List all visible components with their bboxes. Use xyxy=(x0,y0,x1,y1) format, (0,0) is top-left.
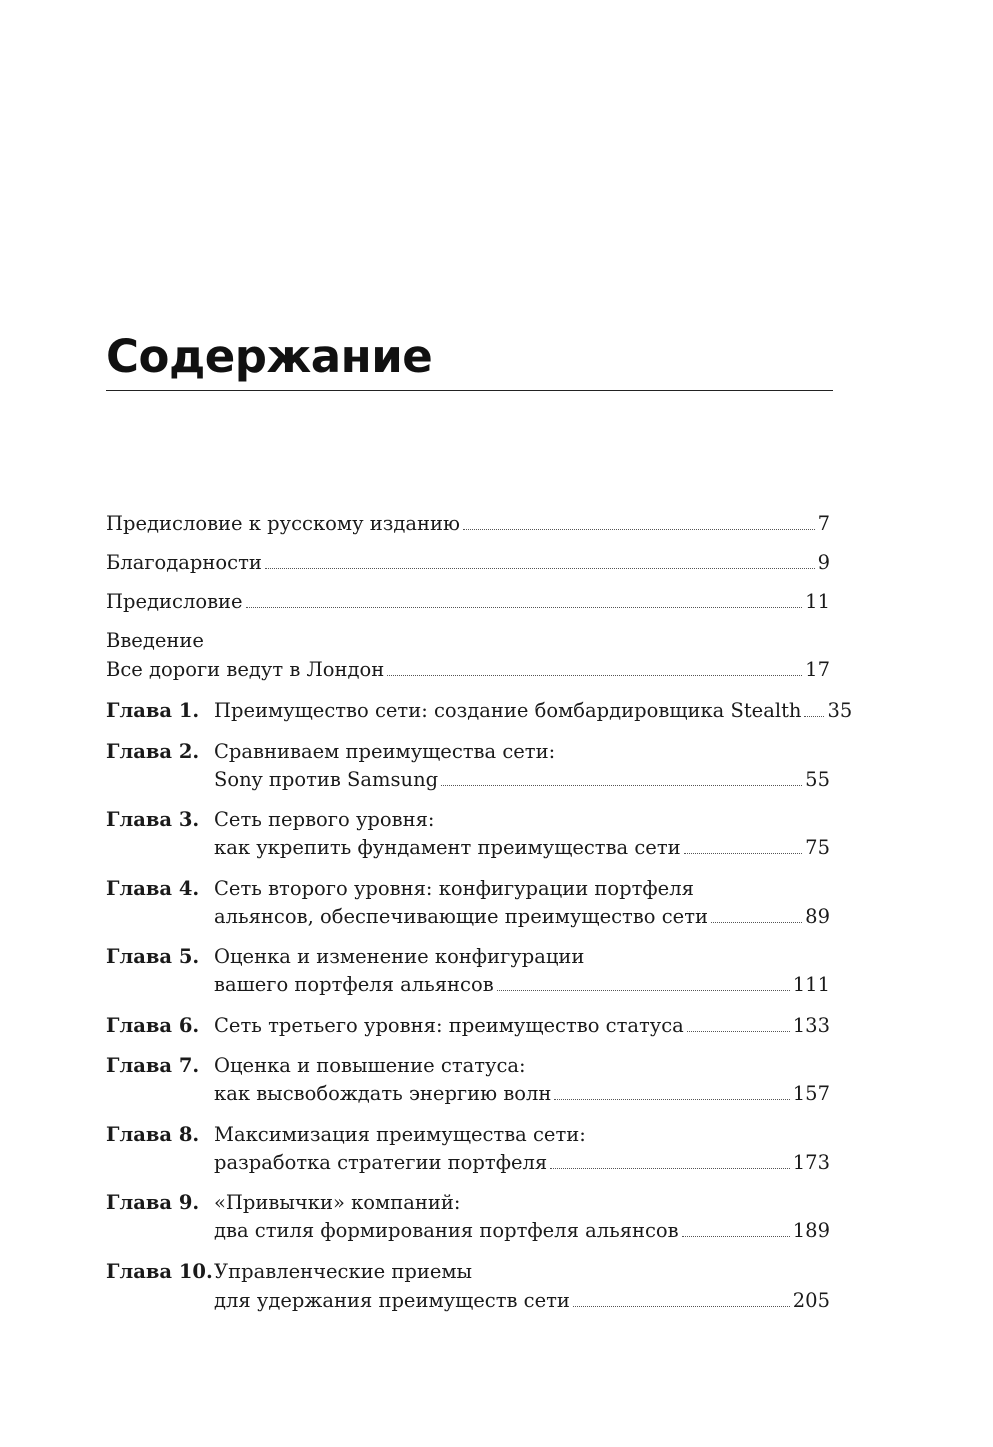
toc-entry-chapter-2[interactable] xyxy=(214,766,830,794)
toc-entry-chapter-10-line1[interactable]: Управленческие приемы xyxy=(214,1260,473,1283)
toc-entry-chapter-7[interactable] xyxy=(214,1080,830,1108)
toc-page-number: 89 xyxy=(805,905,830,928)
toc-entry-chapter-9-line1[interactable]: «Привычки» компаний: xyxy=(214,1191,461,1214)
toc-entry-text: два стиля формирования портфеля альянсов xyxy=(214,1219,679,1242)
toc-entry-text: вашего портфеля альянсов xyxy=(214,973,494,996)
dot-leader xyxy=(265,567,815,569)
chapter-label: Глава 3. xyxy=(106,808,200,831)
toc-entry-preface[interactable] xyxy=(106,588,830,616)
toc-entry-text: Преимущество сети: создание бомбардировщика Stealth xyxy=(214,699,802,722)
dot-leader xyxy=(387,674,802,676)
chapter-label: Глава 10. xyxy=(106,1260,213,1283)
toc-entry-chapter-3[interactable] xyxy=(214,834,830,862)
chapter-label: Глава 6. xyxy=(106,1014,200,1037)
toc-entry-text: альянсов, обеспечивающие преимущество сети xyxy=(214,905,708,928)
toc-entry-text: разработка стратегии портфеля xyxy=(214,1151,548,1174)
toc-entry-text: Sony против Samsung xyxy=(214,768,439,791)
dot-leader xyxy=(682,1235,790,1237)
toc-entry-text: Сеть третьего уровня: преимущество статуса xyxy=(214,1014,684,1037)
dot-leader xyxy=(497,989,790,991)
toc-page-number: 11 xyxy=(805,590,830,613)
title-divider xyxy=(106,390,833,391)
toc-entry-text: как укрепить фундамент преимущества сети xyxy=(214,836,681,859)
dot-leader xyxy=(550,1167,790,1169)
dot-leader xyxy=(554,1098,789,1100)
toc-intro-heading[interactable]: Введение xyxy=(106,629,204,652)
dot-leader xyxy=(684,852,803,854)
toc-page-number: 189 xyxy=(792,1219,830,1242)
toc-entry-chapter-3-line1[interactable]: Сеть первого уровня: xyxy=(214,808,435,831)
toc-page-number: 157 xyxy=(792,1082,830,1105)
toc-page-number: 205 xyxy=(792,1289,830,1312)
chapter-label: Глава 2. xyxy=(106,740,200,763)
toc-entry-text: Предисловие к русскому изданию xyxy=(106,512,460,535)
dot-leader xyxy=(711,921,802,923)
toc-page-number: 173 xyxy=(792,1151,830,1174)
toc-entry-text: для удержания преимуществ сети xyxy=(214,1289,570,1312)
chapter-label: Глава 9. xyxy=(106,1191,200,1214)
toc-entry-chapter-7-line1[interactable]: Оценка и повышение статуса: xyxy=(214,1054,526,1077)
chapter-label: Глава 8. xyxy=(106,1123,200,1146)
toc-entry-chapter-8[interactable] xyxy=(214,1149,830,1177)
toc-entry-text: как высвобождать энергию волн xyxy=(214,1082,552,1105)
chapter-label: Глава 1. xyxy=(106,699,200,722)
toc-page-number: 17 xyxy=(805,658,830,681)
dot-leader xyxy=(573,1305,790,1307)
toc-entry-chapter-8-line1[interactable]: Максимизация преимущества сети: xyxy=(214,1123,586,1146)
toc-page-number: 111 xyxy=(792,973,830,996)
toc-entry-chapter-5-line1[interactable]: Оценка и изменение конфигурации xyxy=(214,945,585,968)
toc-page-number: 133 xyxy=(792,1014,830,1037)
toc-entry-chapter-4-line1[interactable]: Сеть второго уровня: конфигурации портфеля xyxy=(214,877,694,900)
toc-page-number: 55 xyxy=(805,768,830,791)
toc-entry-chapter-10[interactable] xyxy=(214,1287,830,1315)
dot-leader xyxy=(804,715,824,717)
toc-entry-chapter-4[interactable] xyxy=(214,903,830,931)
toc-entry-text: Все дороги ведут в Лондон xyxy=(106,658,385,681)
toc-entry-chapter-9[interactable] xyxy=(214,1217,830,1245)
dot-leader xyxy=(441,784,802,786)
dot-leader xyxy=(687,1030,790,1032)
toc-page-number: 75 xyxy=(805,836,830,859)
toc-entry-introduction[interactable] xyxy=(106,656,830,684)
dot-leader xyxy=(463,528,815,530)
page-title: Содержание xyxy=(106,330,433,383)
toc-entry-chapter-6[interactable] xyxy=(214,1012,830,1040)
chapter-label: Глава 5. xyxy=(106,945,200,968)
toc-entry-chapter-2-line1[interactable]: Сравниваем преимущества сети: xyxy=(214,740,556,763)
toc-entry-preface-russian[interactable] xyxy=(106,510,830,538)
toc-entry-chapter-5[interactable] xyxy=(214,971,830,999)
toc-entry-chapter-1[interactable] xyxy=(214,697,853,725)
chapter-label: Глава 4. xyxy=(106,877,200,900)
chapter-label: Глава 7. xyxy=(106,1054,200,1077)
dot-leader xyxy=(246,606,803,608)
toc-entry-text: Предисловие xyxy=(106,590,243,613)
toc-page-number: 35 xyxy=(827,699,853,722)
toc-entry-acknowledgements[interactable] xyxy=(106,549,830,577)
toc-page-number: 9 xyxy=(817,551,830,574)
toc-page-number: 7 xyxy=(817,512,830,535)
toc-entry-text: Благодарности xyxy=(106,551,262,574)
